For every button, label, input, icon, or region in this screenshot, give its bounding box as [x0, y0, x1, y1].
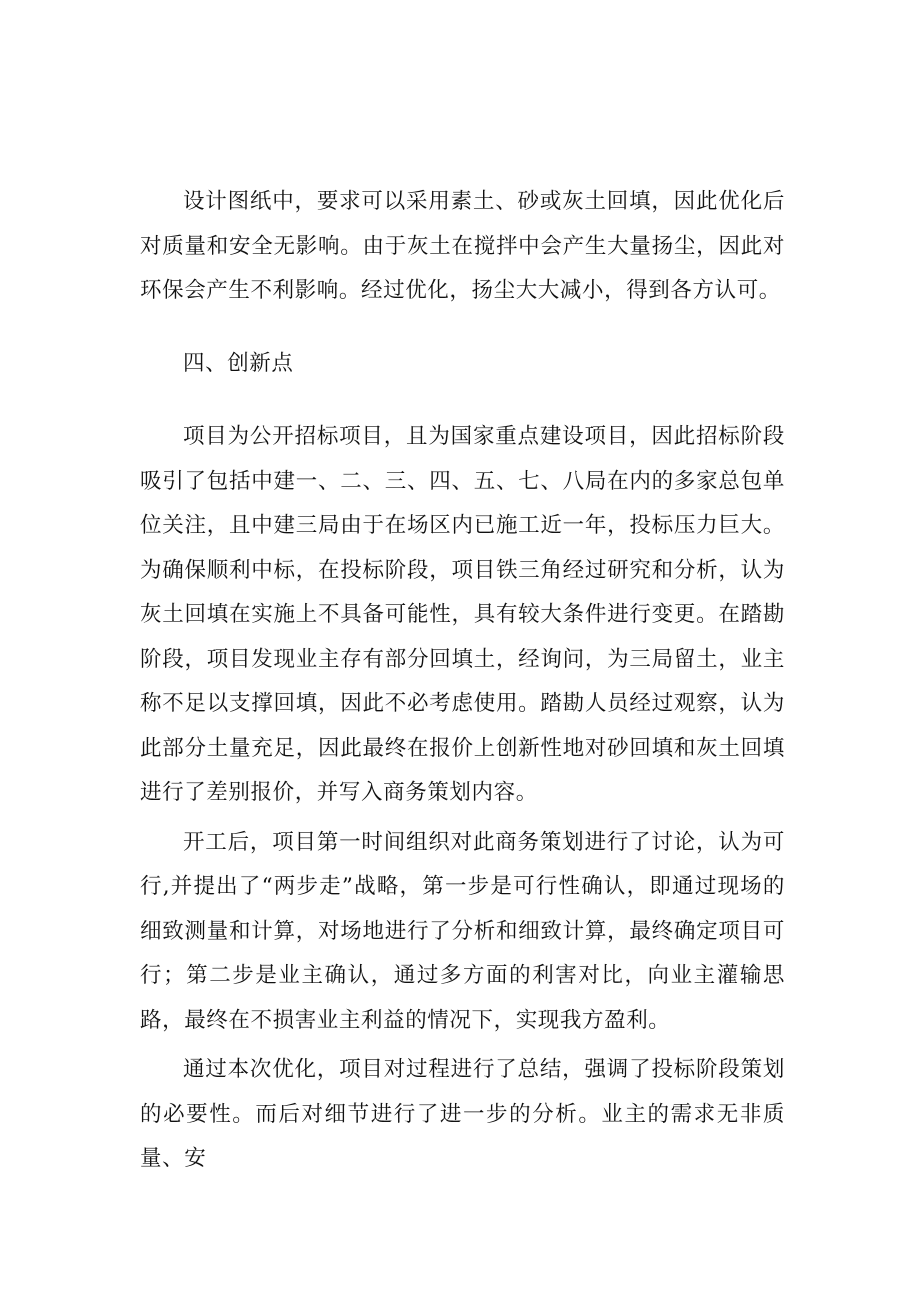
section-heading-innovation: 四、创新点 [183, 350, 294, 376]
paragraph-two-step-strategy: 开工后，项目第一时间组织对此商务策划进行了讨论，认为可行,并提出了“两步走”战略，第一步是可行性确认，即通过现场的细致测量和计算，对场地进行了分析和细致计算，最终确定项目可行；第二步是业主确认，通过多方面的利害对比，向业主灌输思路，最终在不损害业主利益的情况下，实现我方盈利。 [140, 829, 785, 1033]
document-body [140, 180, 785, 1182]
paragraph-bidding-innovation: 项目为公开招标项目，且为国家重点建设项目，因此招标阶段吸引了包括中建一、二、三、四、五、七、八局在内的多家总包单位关注，且中建三局由于在场区内已施工近一年，投标压力巨大。为确保顺利中标，在投标阶段，项目铁三角经过研究和分析，认为灰土回填在实施上不具备可能性，具有较大条件进行变更。在踏勘阶段，项目发现业主存有部分回填土，经询问，为三局留土，业主称不足以支撑回填，因此不必考虑使用。踏勘人员经过观察，认为此部分土量充足，因此最终在报价上创新性地对砂回填和灰土回填进行了差别报价，并写入商务策划内容。 [140, 424, 785, 805]
paragraph-backfill-impact: 设计图纸中，要求可以采用素土、砂或灰土回填，因此优化后对质量和安全无影响。由于灰土在搅拌中会产生大量扬尘，因此对环保会产生不利影响。经过优化，扬尘大大减小，得到各方认可。 [140, 189, 785, 303]
paragraph-optimization-summary: 通过本次优化，项目对过程进行了总结，强调了投标阶段策划的必要性。而后对细节进行了进一步的分析。业主的需求无非质量、安 [140, 1057, 785, 1171]
